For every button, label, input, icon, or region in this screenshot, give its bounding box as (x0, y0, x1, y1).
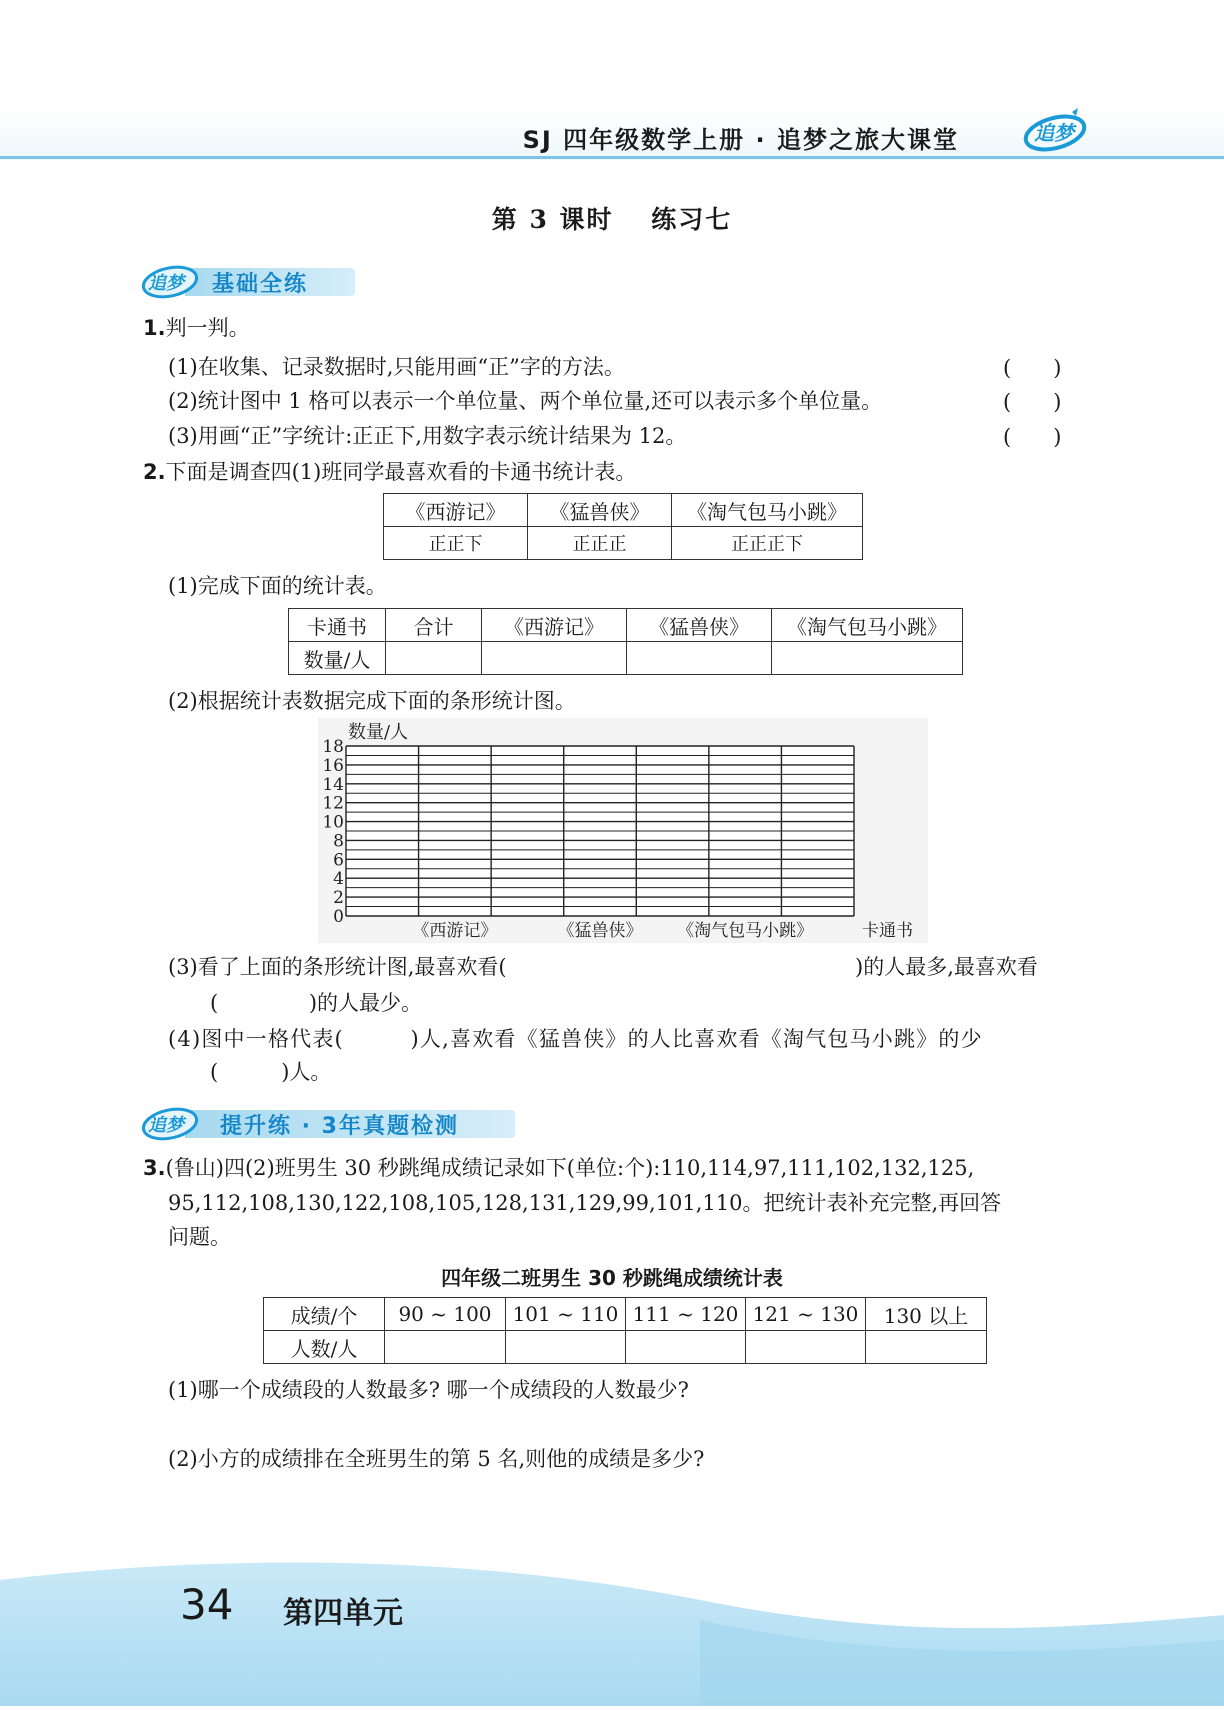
header-rule (0, 156, 1224, 159)
tally-header: 《猛兽侠》 (528, 494, 672, 527)
q2-sub-2: (2)根据统计表数据完成下面的条形统计图。 (168, 689, 576, 713)
question-2 (143, 457, 636, 487)
question-3 (143, 1153, 974, 1183)
badge-text: 追梦 (148, 1115, 184, 1136)
section-label: 提升练 · 3年真题检测 (220, 1114, 459, 1139)
stat-header: 《西游记》 (482, 609, 627, 642)
stat-header: 《淘气包马小跳》 (772, 609, 963, 642)
x-category-label: 《淘气包马小跳》 (677, 921, 814, 941)
y-tick-label: 8 (333, 831, 344, 852)
score-header: 成绩/个 (264, 1298, 385, 1331)
lesson-title: 第 3 课时 练习七 (491, 205, 733, 234)
answer-blank[interactable]: ( ) (1003, 425, 1062, 449)
section-banner-advanced (140, 1100, 520, 1140)
score-header: 111 ~ 120 (626, 1298, 746, 1331)
score-answer-cell[interactable] (385, 1331, 506, 1364)
x-category-label: 《西游记》 (412, 921, 498, 941)
q2-sub-4b: ( )人。 (210, 1060, 332, 1084)
y-tick-label: 18 (322, 737, 344, 757)
tally-cell: 正正下 (384, 527, 528, 560)
score-row-label: 人数/人 (264, 1331, 385, 1364)
score-answer-cell[interactable] (506, 1331, 626, 1364)
question-stem: 判一判。 (165, 316, 250, 340)
q1-item-3: (3)用画“正”字统计:正正下,用数字表示统计结果为 12。 (168, 424, 687, 448)
y-tick-label: 14 (322, 774, 344, 795)
question-stem: 下面是调查四(1)班同学最喜欢看的卡通书统计表。 (165, 460, 637, 484)
y-tick-label: 16 (322, 755, 344, 776)
logo-text: 追梦 (1034, 121, 1074, 145)
question-stem-line-1: (鲁山)四(2)班男生 30 秒跳绳成绩记录如下(单位:个):110,114,97,111,102,132,125, (165, 1156, 975, 1180)
x-axis-label: 卡通书 (862, 921, 913, 941)
stat-answer-cell[interactable] (627, 642, 772, 675)
tally-cell: 正正正下 (672, 527, 863, 560)
q3-sub-2: (2)小方的成绩排在全班男生的第 5 名,则他的成绩是多少? (168, 1447, 705, 1471)
y-tick-label: 10 (322, 812, 344, 833)
score-table-title: 四年级二班男生 30 秒跳绳成绩统计表 (441, 1266, 783, 1290)
zhuimeng-badge-icon (140, 258, 204, 302)
q2-sub-4a: (4)图中一格代表( )人,喜欢看《猛兽侠》的人比喜欢看《淘气包马小跳》的少 (168, 1027, 983, 1051)
stat-table (288, 608, 963, 675)
score-answer-cell[interactable] (626, 1331, 746, 1364)
q2-sub-3b: )的人最多,最喜欢看 (855, 955, 1038, 979)
y-tick-label: 2 (333, 888, 344, 909)
stat-answer-cell[interactable] (772, 642, 963, 675)
stat-row-label: 数量/人 (289, 642, 386, 675)
score-table (263, 1297, 987, 1364)
answer-blank[interactable]: ( ) (1003, 390, 1062, 414)
zhuimeng-badge-icon (140, 1100, 204, 1144)
q1-item-2: (2)统计图中 1 格可以表示一个单位量、两个单位量,还可以表示多个单位量。 (168, 389, 883, 413)
y-tick-label: 4 (333, 869, 344, 890)
score-header: 130 以上 (866, 1298, 987, 1331)
section-banner-basic (140, 258, 360, 298)
tally-header: 《西游记》 (384, 494, 528, 527)
zhuimeng-logo-icon (1020, 106, 1090, 156)
y-tick-label: 0 (333, 907, 344, 927)
stat-header: 卡通书 (289, 609, 386, 642)
tally-table (383, 493, 863, 560)
q2-sub-3c: ( )的人最少。 (210, 991, 423, 1015)
page-number: 34 (180, 1580, 234, 1629)
stat-header: 合计 (386, 609, 482, 642)
stat-answer-cell[interactable] (386, 642, 482, 675)
bar-chart-svg (318, 718, 928, 943)
question-stem-line-2: 95,112,108,130,122,108,105,128,131,129,99,101,110。把统计表补充完整,再回答 (168, 1191, 1002, 1215)
section-label: 基础全练 (212, 272, 309, 297)
question-number: 1. (143, 316, 166, 340)
x-category-label: 《猛兽侠》 (557, 921, 643, 941)
badge-text: 追梦 (148, 273, 184, 294)
score-header: 90 ~ 100 (385, 1298, 506, 1331)
answer-blank[interactable]: ( ) (1003, 356, 1062, 380)
stat-answer-cell[interactable] (482, 642, 627, 675)
unit-name: 第四单元 (283, 1596, 403, 1631)
y-axis-label: 数量/人 (348, 722, 409, 743)
score-header: 121 ~ 130 (746, 1298, 866, 1331)
question-1 (143, 313, 250, 343)
stat-header: 《猛兽侠》 (627, 609, 772, 642)
y-tick-label: 12 (322, 793, 344, 814)
book-title: SJ 四年级数学上册 · 追梦之旅大课堂 (522, 126, 959, 154)
score-answer-cell[interactable] (866, 1331, 987, 1364)
q2-sub-3a: (3)看了上面的条形统计图,最喜欢看( (168, 955, 507, 979)
q2-sub-1: (1)完成下面的统计表。 (168, 574, 387, 598)
q1-item-1: (1)在收集、记录数据时,只能用画“正”字的方法。 (168, 355, 625, 379)
y-tick-label: 6 (333, 850, 344, 871)
q3-sub-1: (1)哪一个成绩段的人数最多? 哪一个成绩段的人数最少? (168, 1378, 689, 1402)
question-number: 2. (143, 460, 166, 484)
bar-chart (318, 718, 928, 943)
question-stem-line-3: 问题。 (168, 1225, 231, 1249)
score-header: 101 ~ 110 (506, 1298, 626, 1331)
tally-cell: 正正正 (528, 527, 672, 560)
tally-header: 《淘气包马小跳》 (672, 494, 863, 527)
score-answer-cell[interactable] (746, 1331, 866, 1364)
question-number: 3. (143, 1156, 166, 1180)
